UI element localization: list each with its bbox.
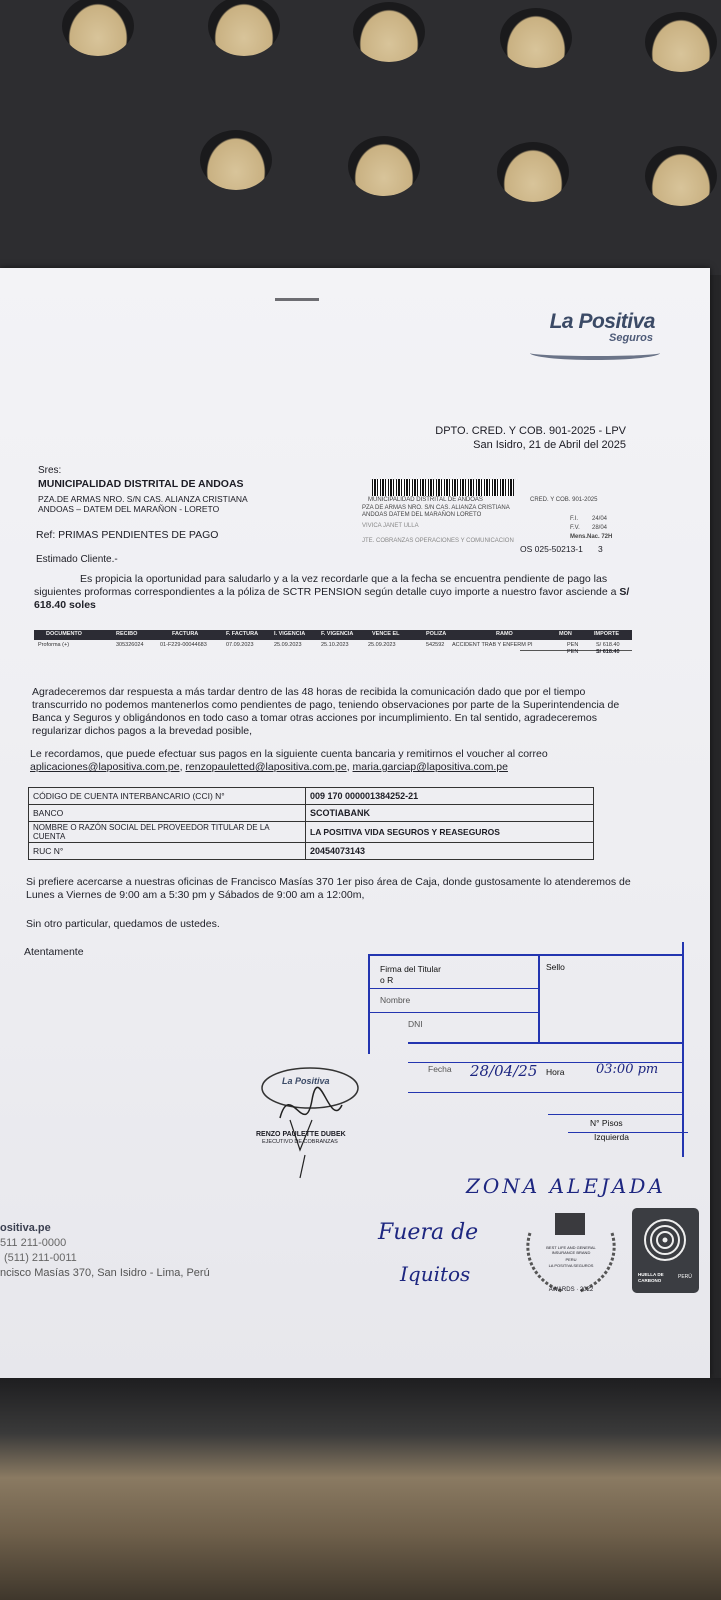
bank-account-table — [28, 787, 594, 860]
table-hole — [200, 130, 272, 190]
table-hole — [645, 146, 717, 206]
greeting: Estimado Cliente.- — [36, 554, 118, 565]
bank-value-cci: 009 170 000001384252-21 — [306, 788, 594, 805]
label-fv-label: F.V. — [570, 525, 580, 531]
reminder-text: Le recordamos, que puede efectuar sus pagos en la siguiente cuenta bancaria y remitirnos el voucher al correo — [30, 748, 548, 760]
dept-code: DPTO. CRED. Y COB. 901-2025 - LPV — [435, 425, 626, 437]
stamp-pisos-label: N° Pisos — [590, 1118, 623, 1128]
award-text-3: LA POSITIVA SEGUROS — [548, 1263, 594, 1268]
td-factura: 01-F229-00044683 — [160, 642, 207, 648]
table-hole — [348, 136, 420, 196]
label-fv-value: 28/04 — [592, 525, 608, 531]
award-badge — [522, 1213, 620, 1298]
th-f-factura: F. FACTURA — [226, 631, 259, 637]
th-recibo: RECIBO — [116, 631, 138, 637]
fingerprint-icon — [632, 1208, 699, 1268]
td-vence: 25.09.2023 — [368, 642, 396, 648]
label-line-2: PZA DE ARMAS NRO. S/N CAS. ALIANZA CRISTIANA — [362, 505, 510, 511]
request-paragraph: Agradeceremos dar respuesta a más tardar dentro de las 48 horas de recibida la comunicación dado que por el tiempo transcurrido no podemos mantenerlos como pendientes de pago, teniendo observaciones por parte de la Superintendencia de Banca y Seguros y obligándonos en todo caso a tomar otras acciones por incumplimiento. En tal sentido, agradeceremos regularizar dichos pagos a la brevedad posible, — [32, 686, 620, 737]
th-vence: VENCE EL — [372, 631, 400, 637]
letter-date: San Isidro, 21 de Abril del 2025 — [473, 439, 626, 451]
td-i-vigencia: 25.09.2023 — [274, 642, 302, 648]
signature-block — [250, 1060, 365, 1180]
handwritten-zone: ZONA ALEJADA — [466, 1174, 666, 1198]
label-mens: Mens.Nac. 72H — [570, 534, 613, 540]
td-poliza: 542592 — [426, 642, 445, 648]
stamp-fecha-label: Fecha — [428, 1064, 452, 1074]
bank-value-ruc: 20454073143 — [306, 843, 594, 860]
th-poliza: POLIZA — [426, 631, 447, 637]
td-importe: S/ 618.40 — [596, 642, 620, 648]
addressee-address-1: PZA.DE ARMAS NRO. S/N CAS. ALIANZA CRISTIANA — [38, 494, 248, 504]
label-line-5: JTE. COBRANZAS OPERACIONES Y COMUNICACION — [362, 538, 514, 544]
cardboard-surface — [0, 1378, 721, 1600]
footer-phone-1: 511 211-0000 — [0, 1237, 67, 1249]
table-hole — [353, 2, 425, 62]
label-os-count: 3 — [598, 544, 603, 554]
th-ramo: RAMO — [496, 631, 513, 637]
stamp-sello-label: Sello — [546, 962, 565, 972]
intro-amount: S/ 618.40 soles — [34, 586, 630, 611]
carbon-label: HUELLA DE CARBONO — [638, 1272, 664, 1283]
td-mon: PEN — [567, 642, 579, 648]
email-link-2[interactable]: renzopauletted@lapositiva.com.pe — [185, 761, 347, 773]
bank-value-titular: LA POSITIVA VIDA SEGUROS Y REASEGUROS — [306, 822, 594, 843]
th-importe: IMPORTE — [594, 631, 620, 637]
carbon-country: PERÚ — [678, 1274, 692, 1280]
table-hole — [645, 12, 717, 72]
stamp-izquierda-label: Izquierda — [594, 1132, 629, 1142]
label-line-3: ANDOAS DATEM DEL MARAÑON LORETO — [362, 512, 482, 518]
handwritten-note-2: Iquitos — [400, 1262, 471, 1286]
intro-paragraph — [34, 573, 634, 612]
award-laurel-icon — [522, 1213, 620, 1298]
logo-swoosh-icon — [530, 346, 660, 360]
proforma-table-header — [34, 630, 632, 640]
bank-label-cci: CÓDIGO DE CUENTA INTERBANCARIO (CCI) N° — [29, 788, 306, 805]
closing-line: Sin otro particular, quedamos de ustedes. — [26, 918, 220, 930]
logo-name: La Positiva — [549, 310, 655, 333]
total-amount: S/ 618.40 — [596, 649, 620, 655]
email-link-1[interactable]: aplicaciones@lapositiva.com.pe — [30, 761, 180, 773]
barcode-icon — [372, 479, 514, 496]
table-row — [29, 822, 594, 843]
th-i-vigencia: I. VIGENCIA — [274, 631, 306, 637]
bank-label-ruc: RUC N° — [29, 843, 306, 860]
company-logo — [530, 310, 665, 365]
th-factura: FACTURA — [172, 631, 199, 637]
table-row — [29, 843, 594, 860]
handwritten-date: 28/04/25 — [470, 1062, 538, 1080]
reference-line: Ref: PRIMAS PENDIENTES DE PAGO — [36, 529, 219, 541]
td-recibo: 305326024 — [116, 642, 144, 648]
email-link-3[interactable]: maria.garciap@lapositiva.com.pe — [352, 761, 508, 773]
signature-stamp-logo: La Positiva — [282, 1076, 330, 1086]
td-ramo: ACCIDENT TRAB Y ENFERM PI — [452, 642, 533, 648]
stamp-firma-label-2: o R — [380, 975, 394, 985]
award-text-1: BEST LIFE AND GENERAL INSURANCE BRAND — [546, 1245, 596, 1255]
label-fi-label: F.I. — [570, 516, 579, 522]
footer-address: ncisco Masías 370, San Isidro - Lima, Perú — [0, 1267, 210, 1279]
table-row — [29, 788, 594, 805]
signer-name: RENZO PAULETTE DUBEK — [256, 1131, 346, 1138]
stamp-nombre-label: Nombre — [380, 995, 411, 1005]
total-mon: PEN — [567, 649, 579, 655]
label-fi-value: 24/04 — [592, 516, 608, 522]
bank-label-titular: NOMBRE O RAZÓN SOCIAL DEL PROVEEDOR TITULAR DE LA CUENTA — [29, 822, 306, 843]
logo-sub: Seguros — [608, 332, 653, 344]
staple-mark — [275, 298, 319, 301]
salutation-prefix: Sres: — [38, 465, 62, 476]
label-os: OS 025-50213-1 — [520, 544, 583, 554]
handwritten-time: 03:00 pm — [596, 1062, 659, 1077]
award-text-2: PERU — [565, 1257, 577, 1262]
label-ref-code: CRED. Y COB. 901-2025 — [530, 497, 598, 503]
table-row — [34, 641, 632, 650]
signer-title: EJECUTIVO DE COBRANZAS — [262, 1139, 338, 1145]
table-hole — [497, 142, 569, 202]
table-hole — [500, 8, 572, 68]
carbon-footprint-badge — [632, 1208, 699, 1293]
addressee-name: MUNICIPALIDAD DISTRITAL DE ANDOAS — [38, 478, 244, 490]
label-line-4: VIVICA JANET ULLA — [362, 523, 419, 529]
td-f-factura: 07.09.2023 — [226, 642, 254, 648]
regards-line: Atentamente — [24, 946, 84, 958]
stamp-dni-label: DNI — [408, 1019, 423, 1029]
table-row — [29, 805, 594, 822]
label-line-1: MUNICIPALIDAD DISTRITAL DE ANDOAS — [368, 497, 483, 503]
th-mon: MON — [559, 631, 572, 637]
td-documento: Proforma (+) — [38, 642, 70, 648]
footer-web: ositiva.pe — [0, 1222, 51, 1234]
th-f-vigencia: F. VIGENCIA — [321, 631, 354, 637]
office-paragraph: Si prefiere acercarse a nuestras oficinas de Francisco Masías 370 1er piso área de Caja, donde gustosamente lo atenderemos de Lunes a Viernes de 9:00 am a 5:30 pm y Sábados de 9:00 am a 12:00m, — [26, 876, 631, 901]
bank-label-banco: BANCO — [29, 805, 306, 822]
td-f-vigencia: 25.10.2023 — [321, 642, 349, 648]
footer-phone-2: (511) 211-0011 — [4, 1252, 77, 1264]
award-year: AWARDS · 2022 — [548, 1287, 594, 1293]
stamp-hora-label: Hora — [546, 1067, 565, 1077]
intro-text: Es propicia la oportunidad para saludarlo y a la vez recordarle que a la fecha se encuentra pendiente de pago las siguientes proformas correspondientes a la póliza de SCTR PENSION según detalle cuyo importe a nuestro favor asciende a — [34, 573, 617, 598]
th-documento: DOCUMENTO — [46, 631, 82, 637]
bank-value-banco: SCOTIABANK — [306, 805, 594, 822]
handwritten-note-1: Fuera de — [378, 1220, 479, 1245]
reminder-paragraph: Le recordamos, que puede efectuar sus pagos en la siguiente cuenta bancaria y remitirnos el voucher al correo aplicaciones@lapositiva.com.pe, renzopauletted@lapositiva.com.pe, maria.garciap@lapositiva.com.pe — [30, 748, 548, 773]
stamp-firma-label: Firma del Titular — [380, 964, 441, 974]
addressee-address-2: ANDOAS – DATEM DEL MARAÑON - LORETO — [38, 504, 220, 514]
